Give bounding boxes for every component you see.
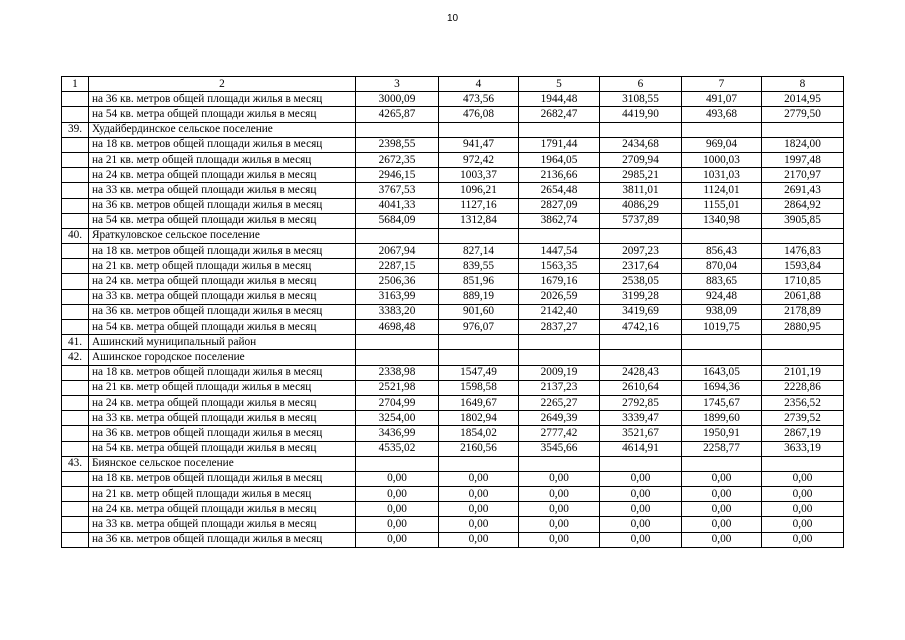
column-header-6: 6 xyxy=(600,77,682,92)
value-cell-col-6: 3419,69 xyxy=(600,304,682,319)
value-cell-col-8: 3905,85 xyxy=(762,213,844,228)
column-header-5: 5 xyxy=(519,77,600,92)
value-cell-col-5: 2682,47 xyxy=(519,107,600,122)
value-cell-col-6: 2097,23 xyxy=(600,244,682,259)
row-label: на 18 кв. метров общей площади жилья в месяц xyxy=(89,137,356,152)
value-cell-col-8: 2779,50 xyxy=(762,107,844,122)
value-cell-col-3: 4535,02 xyxy=(356,441,439,456)
value-cell-col-4: 827,14 xyxy=(439,244,519,259)
column-header-7: 7 xyxy=(682,77,762,92)
table-row xyxy=(62,441,844,456)
row-number: 40. xyxy=(62,228,89,243)
row-label: Яраткуловское сельское поселение xyxy=(89,228,356,243)
value-cell-col-4: 1649,67 xyxy=(439,395,519,410)
table-row xyxy=(62,350,844,365)
value-cell-col-6: 3108,55 xyxy=(600,92,682,107)
value-cell-col-6: 3199,28 xyxy=(600,289,682,304)
value-cell-col-3: 2506,36 xyxy=(356,274,439,289)
row-label: на 24 кв. метра общей площади жилья в месяц xyxy=(89,502,356,517)
value-cell-col-3: 3767,53 xyxy=(356,183,439,198)
value-cell-col-6: 2610,64 xyxy=(600,380,682,395)
value-cell-col-4 xyxy=(439,228,519,243)
row-number xyxy=(62,471,89,486)
row-label: на 54 кв. метра общей площади жилья в месяц xyxy=(89,107,356,122)
value-cell-col-5: 2026,59 xyxy=(519,289,600,304)
value-cell-col-7: 1950,91 xyxy=(682,426,762,441)
row-number xyxy=(62,183,89,198)
value-cell-col-7: 938,09 xyxy=(682,304,762,319)
row-label: на 21 кв. метр общей площади жилья в месяц xyxy=(89,259,356,274)
value-cell-col-7: 883,65 xyxy=(682,274,762,289)
value-cell-col-3: 3163,99 xyxy=(356,289,439,304)
value-cell-col-6: 2792,85 xyxy=(600,395,682,410)
value-cell-col-8: 2061,88 xyxy=(762,289,844,304)
value-cell-col-7 xyxy=(682,122,762,137)
row-label: на 36 кв. метров общей площади жилья в месяц xyxy=(89,532,356,547)
column-header-2: 2 xyxy=(89,77,356,92)
value-cell-col-3: 0,00 xyxy=(356,487,439,502)
value-cell-col-6: 0,00 xyxy=(600,532,682,547)
value-cell-col-6 xyxy=(600,350,682,365)
value-cell-col-3: 3000,09 xyxy=(356,92,439,107)
value-cell-col-3: 0,00 xyxy=(356,532,439,547)
table-row xyxy=(62,198,844,213)
value-cell-col-6: 4086,29 xyxy=(600,198,682,213)
table-row xyxy=(62,487,844,502)
value-cell-col-6: 3811,01 xyxy=(600,183,682,198)
row-number xyxy=(62,289,89,304)
value-cell-col-4: 941,47 xyxy=(439,137,519,152)
value-cell-col-6: 0,00 xyxy=(600,502,682,517)
row-label: на 54 кв. метра общей площади жилья в месяц xyxy=(89,213,356,228)
table-row xyxy=(62,411,844,426)
value-cell-col-6: 2428,43 xyxy=(600,365,682,380)
value-cell-col-6: 0,00 xyxy=(600,487,682,502)
table-row xyxy=(62,244,844,259)
value-cell-col-3: 3254,00 xyxy=(356,411,439,426)
table-row xyxy=(62,228,844,243)
value-cell-col-5 xyxy=(519,228,600,243)
table-row xyxy=(62,168,844,183)
column-header-3: 3 xyxy=(356,77,439,92)
value-cell-col-7: 1000,03 xyxy=(682,152,762,167)
value-cell-col-3: 3383,20 xyxy=(356,304,439,319)
value-cell-col-7: 2258,77 xyxy=(682,441,762,456)
table-row xyxy=(62,274,844,289)
value-cell-col-3: 2398,55 xyxy=(356,137,439,152)
value-cell-col-3: 4041,33 xyxy=(356,198,439,213)
row-number xyxy=(62,411,89,426)
column-header-4: 4 xyxy=(439,77,519,92)
table-row xyxy=(62,320,844,335)
row-number xyxy=(62,426,89,441)
table-row xyxy=(62,213,844,228)
value-cell-col-3: 2672,35 xyxy=(356,152,439,167)
value-cell-col-5: 2142,40 xyxy=(519,304,600,319)
value-cell-col-3 xyxy=(356,122,439,137)
row-label: на 33 кв. метра общей площади жилья в месяц xyxy=(89,289,356,304)
value-cell-col-8: 1824,00 xyxy=(762,137,844,152)
value-cell-col-7: 0,00 xyxy=(682,487,762,502)
table-row xyxy=(62,532,844,547)
value-cell-col-7 xyxy=(682,228,762,243)
row-number xyxy=(62,395,89,410)
value-cell-col-4 xyxy=(439,335,519,350)
value-cell-col-5: 2777,42 xyxy=(519,426,600,441)
value-cell-col-6: 2538,05 xyxy=(600,274,682,289)
value-cell-col-3: 5684,09 xyxy=(356,213,439,228)
value-cell-col-7: 491,07 xyxy=(682,92,762,107)
value-cell-col-3: 0,00 xyxy=(356,471,439,486)
value-cell-col-3: 4265,87 xyxy=(356,107,439,122)
row-number xyxy=(62,380,89,395)
value-cell-col-3: 0,00 xyxy=(356,517,439,532)
value-cell-col-7 xyxy=(682,456,762,471)
value-cell-col-4: 473,56 xyxy=(439,92,519,107)
value-cell-col-4: 0,00 xyxy=(439,502,519,517)
table-row xyxy=(62,304,844,319)
value-cell-col-7: 1899,60 xyxy=(682,411,762,426)
row-label: на 36 кв. метров общей площади жилья в месяц xyxy=(89,198,356,213)
value-cell-col-5 xyxy=(519,350,600,365)
row-label: на 36 кв. метров общей площади жилья в месяц xyxy=(89,304,356,319)
row-label: на 33 кв. метра общей площади жилья в месяц xyxy=(89,411,356,426)
value-cell-col-8: 0,00 xyxy=(762,517,844,532)
value-cell-col-5: 0,00 xyxy=(519,471,600,486)
value-cell-col-5: 3545,66 xyxy=(519,441,600,456)
row-label: на 24 кв. метра общей площади жилья в месяц xyxy=(89,168,356,183)
value-cell-col-5: 0,00 xyxy=(519,532,600,547)
value-cell-col-8: 1476,83 xyxy=(762,244,844,259)
row-label: на 33 кв. метра общей площади жилья в месяц xyxy=(89,183,356,198)
table-row xyxy=(62,380,844,395)
row-label: на 21 кв. метр общей площади жилья в месяц xyxy=(89,152,356,167)
row-label: Биянское сельское поселение xyxy=(89,456,356,471)
value-cell-col-6: 5737,89 xyxy=(600,213,682,228)
value-cell-col-5: 1563,35 xyxy=(519,259,600,274)
value-cell-col-4: 976,07 xyxy=(439,320,519,335)
table-row xyxy=(62,517,844,532)
value-cell-col-5 xyxy=(519,122,600,137)
row-number xyxy=(62,517,89,532)
value-cell-col-5: 1791,44 xyxy=(519,137,600,152)
row-number xyxy=(62,502,89,517)
value-cell-col-3 xyxy=(356,335,439,350)
row-number xyxy=(62,487,89,502)
value-cell-col-5: 2827,09 xyxy=(519,198,600,213)
value-cell-col-7: 870,04 xyxy=(682,259,762,274)
value-cell-col-4: 476,08 xyxy=(439,107,519,122)
value-cell-col-6: 3521,67 xyxy=(600,426,682,441)
value-cell-col-8: 2228,86 xyxy=(762,380,844,395)
value-cell-col-8 xyxy=(762,228,844,243)
row-label: на 18 кв. метров общей площади жилья в месяц xyxy=(89,244,356,259)
row-label: на 21 кв. метр общей площади жилья в месяц xyxy=(89,487,356,502)
row-number: 43. xyxy=(62,456,89,471)
value-cell-col-8 xyxy=(762,456,844,471)
value-cell-col-8: 2014,95 xyxy=(762,92,844,107)
value-cell-col-8: 3633,19 xyxy=(762,441,844,456)
row-number: 39. xyxy=(62,122,89,137)
row-label: на 36 кв. метров общей площади жилья в месяц xyxy=(89,92,356,107)
row-number xyxy=(62,137,89,152)
value-cell-col-7: 1340,98 xyxy=(682,213,762,228)
column-header-1: 1 xyxy=(62,77,89,92)
value-cell-col-7 xyxy=(682,335,762,350)
value-cell-col-5: 2654,48 xyxy=(519,183,600,198)
value-cell-col-8: 1710,85 xyxy=(762,274,844,289)
value-cell-col-7: 493,68 xyxy=(682,107,762,122)
value-cell-col-4: 972,42 xyxy=(439,152,519,167)
value-cell-col-4 xyxy=(439,456,519,471)
row-label: на 18 кв. метров общей площади жилья в месяц xyxy=(89,365,356,380)
value-cell-col-7: 1745,67 xyxy=(682,395,762,410)
tariff-table xyxy=(61,76,844,548)
value-cell-col-7: 924,48 xyxy=(682,289,762,304)
value-cell-col-8: 2178,89 xyxy=(762,304,844,319)
table-row xyxy=(62,502,844,517)
table-row xyxy=(62,395,844,410)
value-cell-col-3: 2521,98 xyxy=(356,380,439,395)
value-cell-col-5: 1679,16 xyxy=(519,274,600,289)
value-cell-col-5: 1964,05 xyxy=(519,152,600,167)
value-cell-col-4: 1802,94 xyxy=(439,411,519,426)
value-cell-col-6: 4614,91 xyxy=(600,441,682,456)
row-label: Худайбердинское сельское поселение xyxy=(89,122,356,137)
page-number: 10 xyxy=(446,13,459,24)
value-cell-col-3 xyxy=(356,350,439,365)
value-cell-col-6: 2434,68 xyxy=(600,137,682,152)
row-label: на 24 кв. метра общей площади жилья в месяц xyxy=(89,395,356,410)
row-number xyxy=(62,274,89,289)
row-number xyxy=(62,213,89,228)
value-cell-col-4: 1127,16 xyxy=(439,198,519,213)
value-cell-col-7: 0,00 xyxy=(682,517,762,532)
value-cell-col-7: 0,00 xyxy=(682,532,762,547)
row-label: на 21 кв. метр общей площади жилья в месяц xyxy=(89,380,356,395)
table-row xyxy=(62,92,844,107)
value-cell-col-3: 3436,99 xyxy=(356,426,439,441)
value-cell-col-3: 0,00 xyxy=(356,502,439,517)
value-cell-col-6: 2317,64 xyxy=(600,259,682,274)
value-cell-col-7: 1155,01 xyxy=(682,198,762,213)
table-row xyxy=(62,152,844,167)
value-cell-col-7: 1019,75 xyxy=(682,320,762,335)
value-cell-col-6 xyxy=(600,228,682,243)
row-number xyxy=(62,168,89,183)
value-cell-col-7: 1643,05 xyxy=(682,365,762,380)
row-label: на 33 кв. метра общей площади жилья в месяц xyxy=(89,517,356,532)
row-label: на 18 кв. метров общей площади жилья в месяц xyxy=(89,471,356,486)
value-cell-col-6: 3339,47 xyxy=(600,411,682,426)
header-row xyxy=(62,77,844,92)
table-row xyxy=(62,426,844,441)
value-cell-col-4 xyxy=(439,350,519,365)
value-cell-col-7: 0,00 xyxy=(682,502,762,517)
value-cell-col-6 xyxy=(600,456,682,471)
value-cell-col-3: 2946,15 xyxy=(356,168,439,183)
row-label: на 24 кв. метра общей площади жилья в месяц xyxy=(89,274,356,289)
value-cell-col-4: 1854,02 xyxy=(439,426,519,441)
table-row xyxy=(62,289,844,304)
value-cell-col-5: 1944,48 xyxy=(519,92,600,107)
row-number xyxy=(62,532,89,547)
value-cell-col-8 xyxy=(762,122,844,137)
column-header-8: 8 xyxy=(762,77,844,92)
row-label: Ашинский муниципальный район xyxy=(89,335,356,350)
value-cell-col-8: 2867,19 xyxy=(762,426,844,441)
row-number xyxy=(62,152,89,167)
value-cell-col-8 xyxy=(762,335,844,350)
value-cell-col-8: 2864,92 xyxy=(762,198,844,213)
value-cell-col-6: 4419,90 xyxy=(600,107,682,122)
row-number xyxy=(62,107,89,122)
value-cell-col-6 xyxy=(600,122,682,137)
value-cell-col-8: 2356,52 xyxy=(762,395,844,410)
value-cell-col-3 xyxy=(356,456,439,471)
value-cell-col-8: 2101,19 xyxy=(762,365,844,380)
value-cell-col-3: 2338,98 xyxy=(356,365,439,380)
table-row xyxy=(62,365,844,380)
value-cell-col-4: 0,00 xyxy=(439,517,519,532)
value-cell-col-8: 0,00 xyxy=(762,471,844,486)
value-cell-col-8: 1593,84 xyxy=(762,259,844,274)
value-cell-col-7: 1031,03 xyxy=(682,168,762,183)
value-cell-col-5: 2265,27 xyxy=(519,395,600,410)
value-cell-col-5 xyxy=(519,456,600,471)
value-cell-col-7: 969,04 xyxy=(682,137,762,152)
value-cell-col-5: 2009,19 xyxy=(519,365,600,380)
row-number xyxy=(62,198,89,213)
value-cell-col-5: 1447,54 xyxy=(519,244,600,259)
row-number xyxy=(62,244,89,259)
value-cell-col-8 xyxy=(762,350,844,365)
value-cell-col-8: 2691,43 xyxy=(762,183,844,198)
value-cell-col-6 xyxy=(600,335,682,350)
table-row xyxy=(62,259,844,274)
value-cell-col-4: 1003,37 xyxy=(439,168,519,183)
row-number xyxy=(62,304,89,319)
value-cell-col-6: 2709,94 xyxy=(600,152,682,167)
value-cell-col-8: 0,00 xyxy=(762,502,844,517)
value-cell-col-7: 1694,36 xyxy=(682,380,762,395)
row-number xyxy=(62,441,89,456)
value-cell-col-4: 0,00 xyxy=(439,532,519,547)
table-row xyxy=(62,122,844,137)
value-cell-col-4: 901,60 xyxy=(439,304,519,319)
row-number: 41. xyxy=(62,335,89,350)
value-cell-col-7 xyxy=(682,350,762,365)
value-cell-col-4: 851,96 xyxy=(439,274,519,289)
table-row xyxy=(62,471,844,486)
row-number xyxy=(62,92,89,107)
value-cell-col-4: 0,00 xyxy=(439,471,519,486)
row-number xyxy=(62,259,89,274)
value-cell-col-4: 1096,21 xyxy=(439,183,519,198)
value-cell-col-5 xyxy=(519,335,600,350)
table-row xyxy=(62,335,844,350)
value-cell-col-8: 2739,52 xyxy=(762,411,844,426)
value-cell-col-5: 0,00 xyxy=(519,502,600,517)
value-cell-col-3 xyxy=(356,228,439,243)
value-cell-col-7: 1124,01 xyxy=(682,183,762,198)
value-cell-col-5: 2837,27 xyxy=(519,320,600,335)
table-row xyxy=(62,137,844,152)
row-label: на 54 кв. метра общей площади жилья в месяц xyxy=(89,441,356,456)
value-cell-col-4: 889,19 xyxy=(439,289,519,304)
value-cell-col-4 xyxy=(439,122,519,137)
value-cell-col-3: 2287,15 xyxy=(356,259,439,274)
table-row xyxy=(62,456,844,471)
value-cell-col-7: 0,00 xyxy=(682,471,762,486)
value-cell-col-4: 1547,49 xyxy=(439,365,519,380)
value-cell-col-4: 839,55 xyxy=(439,259,519,274)
value-cell-col-4: 0,00 xyxy=(439,487,519,502)
value-cell-col-5: 0,00 xyxy=(519,517,600,532)
value-cell-col-6: 4742,16 xyxy=(600,320,682,335)
value-cell-col-6: 0,00 xyxy=(600,517,682,532)
value-cell-col-8: 1997,48 xyxy=(762,152,844,167)
value-cell-col-3: 2704,99 xyxy=(356,395,439,410)
value-cell-col-5: 0,00 xyxy=(519,487,600,502)
value-cell-col-4: 1598,58 xyxy=(439,380,519,395)
value-cell-col-6: 2985,21 xyxy=(600,168,682,183)
value-cell-col-5: 2137,23 xyxy=(519,380,600,395)
value-cell-col-3: 2067,94 xyxy=(356,244,439,259)
row-number: 42. xyxy=(62,350,89,365)
value-cell-col-6: 0,00 xyxy=(600,471,682,486)
value-cell-col-3: 4698,48 xyxy=(356,320,439,335)
value-cell-col-8: 0,00 xyxy=(762,487,844,502)
value-cell-col-8: 2170,97 xyxy=(762,168,844,183)
value-cell-col-7: 856,43 xyxy=(682,244,762,259)
value-cell-col-8: 0,00 xyxy=(762,532,844,547)
value-cell-col-8: 2880,95 xyxy=(762,320,844,335)
value-cell-col-5: 2649,39 xyxy=(519,411,600,426)
value-cell-col-4: 2160,56 xyxy=(439,441,519,456)
row-label: на 36 кв. метров общей площади жилья в месяц xyxy=(89,426,356,441)
table-row xyxy=(62,183,844,198)
row-number xyxy=(62,365,89,380)
row-number xyxy=(62,320,89,335)
table-row xyxy=(62,107,844,122)
row-label: Ашинское городское поселение xyxy=(89,350,356,365)
value-cell-col-4: 1312,84 xyxy=(439,213,519,228)
value-cell-col-5: 2136,66 xyxy=(519,168,600,183)
value-cell-col-5: 3862,74 xyxy=(519,213,600,228)
row-label: на 54 кв. метра общей площади жилья в месяц xyxy=(89,320,356,335)
